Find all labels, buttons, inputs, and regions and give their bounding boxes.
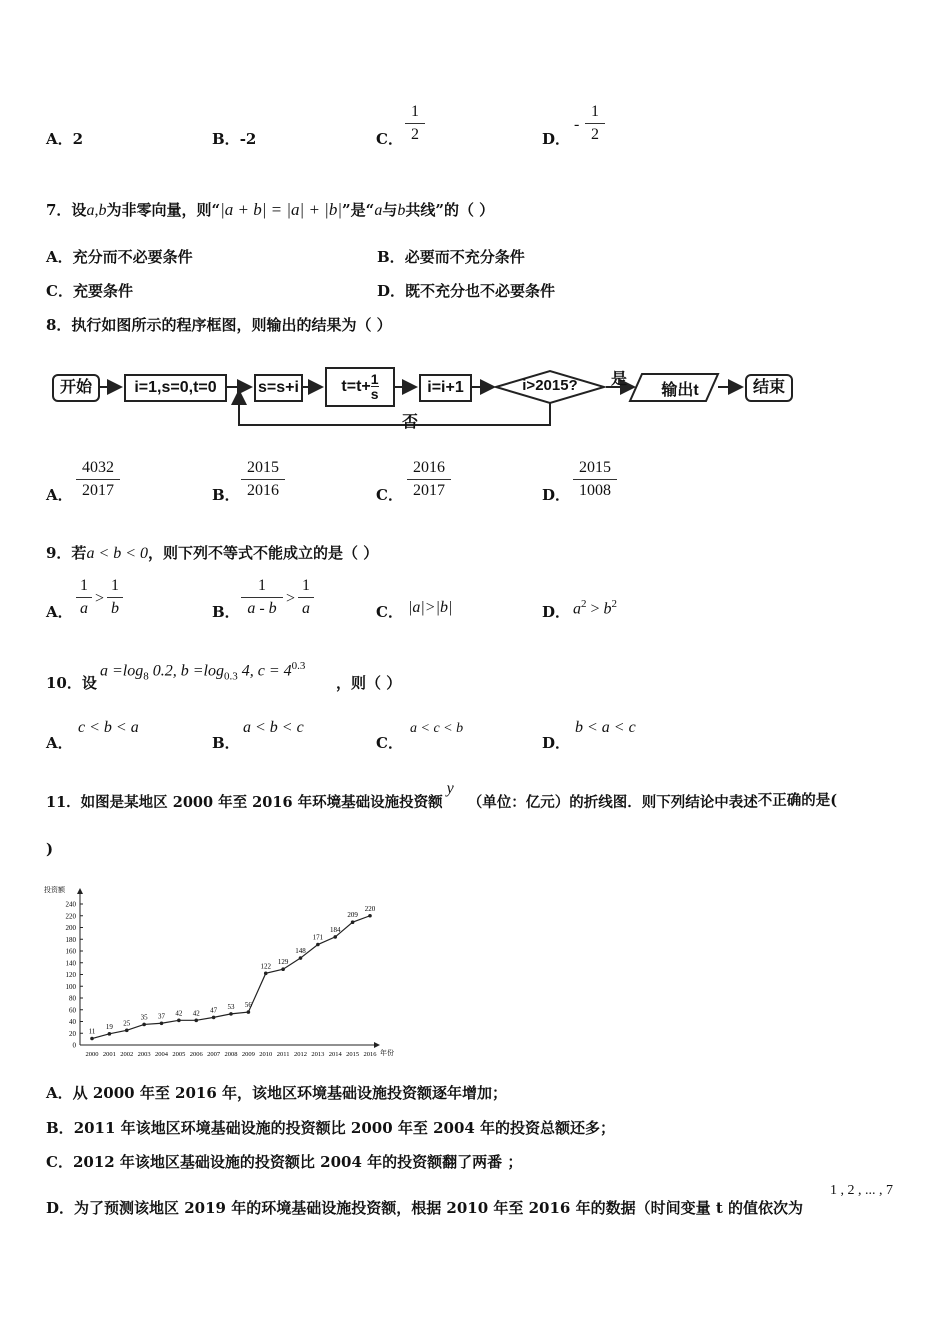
data-point <box>142 1023 146 1027</box>
q11-line-chart <box>40 880 400 1060</box>
data-label: 171 <box>312 933 324 942</box>
q6-option-c-label: C． <box>376 130 403 148</box>
q10-option-a-label: A． <box>46 734 73 752</box>
data-point <box>281 967 285 971</box>
data-label: 35 <box>140 1013 148 1022</box>
data-point <box>316 943 320 947</box>
q9-option-a-left: 1 a <box>76 577 92 618</box>
flow-end: 结束 <box>745 374 793 402</box>
y-tick-label: 40 <box>69 1018 76 1026</box>
data-point <box>108 1032 112 1036</box>
q10-stem-label: 10．设 <box>46 674 97 692</box>
flow-no-label: 否 <box>402 414 419 431</box>
y-tick-label: 180 <box>65 935 76 944</box>
data-point <box>264 972 268 976</box>
data-label: 220 <box>364 904 376 913</box>
data-label: 42 <box>175 1009 183 1018</box>
x-tick-label: 2000 <box>85 1051 99 1058</box>
q6-option-a: A．2 <box>46 130 84 148</box>
q6-option-d-sign: - <box>574 116 580 133</box>
flow-i-step: i=i+1 <box>419 374 472 402</box>
q7-stem: 7．设a,b为非零向量，则“|a + b| = |a| + |b|”是“a与b共线”的（ ） <box>46 200 495 219</box>
y-tick-label: 140 <box>65 959 76 968</box>
x-tick-label: 2002 <box>120 1051 134 1058</box>
x-tick-label: 2015 <box>346 1051 360 1058</box>
y-axis-arrow <box>77 888 83 894</box>
y-axis-label: 投资额 <box>44 886 65 894</box>
q8-option-d-fraction: 2015 1008 <box>573 459 617 500</box>
data-label: 129 <box>277 958 289 967</box>
x-tick-label: 2016 <box>363 1051 377 1058</box>
q9-option-d-label: D． <box>542 603 571 621</box>
flow-t-step: t=t+ $\frac{1}{s}$ <box>325 367 395 407</box>
q10-stem-expr: $a =\log_8$ 0.2, $b =\log_{0.3}$ 4, $c = 4^{0.3}$ <box>100 660 306 683</box>
x-tick-label: 2010 <box>259 1051 273 1058</box>
q8-option-b-label: B． <box>212 486 240 504</box>
q9-option-a-op: > <box>95 590 105 607</box>
data-point <box>368 914 372 918</box>
q9-option-c-label: C． <box>376 603 403 621</box>
q10-option-c-expr: a < c < b <box>410 721 464 736</box>
data-label: 19 <box>105 1022 113 1031</box>
q10-option-a-expr: c < b < a <box>78 719 139 736</box>
data-point <box>229 1012 233 1016</box>
y-tick-label: 240 <box>65 900 76 909</box>
q11-option-b: B．2011 年该地区环境基础设施的投资额比 2000 年至 2004 年的投资总额还多； <box>46 1119 616 1137</box>
q8-option-d-label: D． <box>542 486 571 504</box>
q10-option-c-label: C． <box>376 734 403 752</box>
data-label: 122 <box>260 962 271 971</box>
q9-option-c-expr: |a|>|b| <box>408 599 453 616</box>
y-tick-label: 220 <box>65 912 76 921</box>
q9-option-a-label: A． <box>46 603 73 621</box>
series-line <box>92 916 370 1039</box>
data-point <box>125 1029 129 1033</box>
q9-stem: 9．若a < b < 0，则下列不等式不能成立的是（ ） <box>46 544 379 562</box>
q6-option-b: B．-2 <box>212 130 257 148</box>
x-tick-label: 2005 <box>172 1051 186 1058</box>
q7-option-b: B．必要而不充分条件 <box>377 248 525 266</box>
x-axis-arrow <box>374 1042 380 1048</box>
data-label: 37 <box>158 1012 165 1021</box>
data-label: 47 <box>210 1006 218 1015</box>
y-tick-label: 20 <box>69 1029 76 1038</box>
y-tick-label: 100 <box>65 982 76 991</box>
x-tick-label: 2006 <box>189 1051 203 1058</box>
q7-option-a: A．充分而不必要条件 <box>46 248 193 266</box>
q9-option-a-right: 1 b <box>107 577 123 618</box>
flow-s-step: s=s+i <box>254 374 303 402</box>
q8-option-b-fraction: 2015 2016 <box>241 459 285 500</box>
x-tick-label: 2007 <box>207 1051 221 1058</box>
q11-stem: 11．如图是某地区 2000 年至 2016 年环境基础设施投资额y（单位：亿元）的折线图．则下列结论中表述不正确的是( <box>46 780 838 811</box>
q8-option-c-label: C． <box>376 486 403 504</box>
x-tick-label: 2001 <box>102 1051 116 1058</box>
q7-option-c: C．充要条件 <box>46 282 133 300</box>
y-tick-label: 0 <box>72 1041 76 1050</box>
data-point <box>177 1019 181 1023</box>
q9-option-b-op: > <box>286 590 296 607</box>
x-tick-label: 2003 <box>137 1051 151 1058</box>
data-label: 25 <box>123 1019 131 1028</box>
x-tick-label: 2004 <box>155 1051 168 1058</box>
q11-option-d: D．为了预测该地区 2019 年的环境基础设施投资额，根据 2010 年至 2016 年的数据（时间变量 t 的值依次为 <box>46 1199 803 1217</box>
data-label: 11 <box>88 1027 96 1036</box>
y-tick-label: 80 <box>69 994 76 1003</box>
q10-stem-end: ，则（ ） <box>336 674 402 692</box>
x-axis-label: 年份 <box>380 1049 394 1057</box>
q6-option-d-label: D． <box>542 130 571 148</box>
data-label: 42 <box>192 1009 200 1018</box>
q11-option-c: C．2012 年该地区基础设施的投资额比 2004 年的投资额翻了两番 ； <box>46 1153 523 1171</box>
y-tick-label: 60 <box>69 1006 76 1015</box>
y-tick-label: 160 <box>65 947 76 956</box>
data-point <box>212 1016 216 1020</box>
q9-option-d-expr: $a^2 > b^2$ <box>573 598 618 618</box>
q9-option-b-left: 1 a - b <box>241 577 283 618</box>
data-point <box>194 1019 198 1023</box>
q10-option-d-expr: b < a < c <box>575 719 636 736</box>
q10-option-d-label: D． <box>542 734 571 752</box>
q6-option-c-fraction: 1 2 <box>405 103 425 144</box>
q9-option-b-right: 1 a <box>298 577 314 618</box>
data-point <box>351 920 355 924</box>
data-point <box>90 1037 94 1041</box>
data-label: 184 <box>330 925 341 934</box>
q10-option-b-label: B． <box>212 734 240 752</box>
x-tick-label: 2012 <box>294 1051 307 1058</box>
data-label: 148 <box>295 947 306 956</box>
data-label: 209 <box>347 911 358 920</box>
q7-option-d: D．既不充分也不必要条件 <box>377 282 556 300</box>
q6-option-d-fraction: 1 2 <box>585 103 605 144</box>
q11-option-d-tail: 1 , 2 , ... , 7 <box>830 1183 893 1198</box>
x-tick-label: 2009 <box>241 1051 255 1058</box>
flow-yes-label: 是 <box>611 371 628 388</box>
flow-condition: i>2015? <box>522 377 578 394</box>
data-label: 53 <box>227 1002 235 1011</box>
data-point <box>299 956 303 960</box>
q10-option-b-expr: a < b < c <box>243 719 304 736</box>
q11-stem-cont: ) <box>46 840 54 858</box>
q8-option-c-fraction: 2016 2017 <box>407 459 451 500</box>
y-tick-label: 200 <box>65 924 76 932</box>
q9-option-b-label: B． <box>212 603 240 621</box>
x-tick-label: 2014 <box>328 1051 342 1058</box>
q8-stem: 8．执行如图所示的程序框图，则输出的结果为（ ） <box>46 316 392 334</box>
flow-init: i=1,s=0,t=0 <box>124 374 227 402</box>
x-tick-label: 2008 <box>224 1051 238 1058</box>
data-label: 56 <box>244 1001 252 1010</box>
data-point <box>247 1010 251 1014</box>
x-tick-label: 2013 <box>311 1051 325 1058</box>
q8-option-a-fraction: 4032 2017 <box>76 459 120 500</box>
data-point <box>160 1021 164 1025</box>
data-point <box>333 935 337 939</box>
y-tick-label: 120 <box>65 971 76 979</box>
x-tick-label: 2011 <box>276 1051 290 1058</box>
q8-option-a-label: A． <box>46 486 73 504</box>
flow-output: 输出t <box>661 382 699 399</box>
q11-option-a: A．从 2000 年至 2016 年，该地区环境基础设施投资额逐年增加； <box>46 1084 508 1102</box>
flow-start: 开始 <box>52 374 100 402</box>
